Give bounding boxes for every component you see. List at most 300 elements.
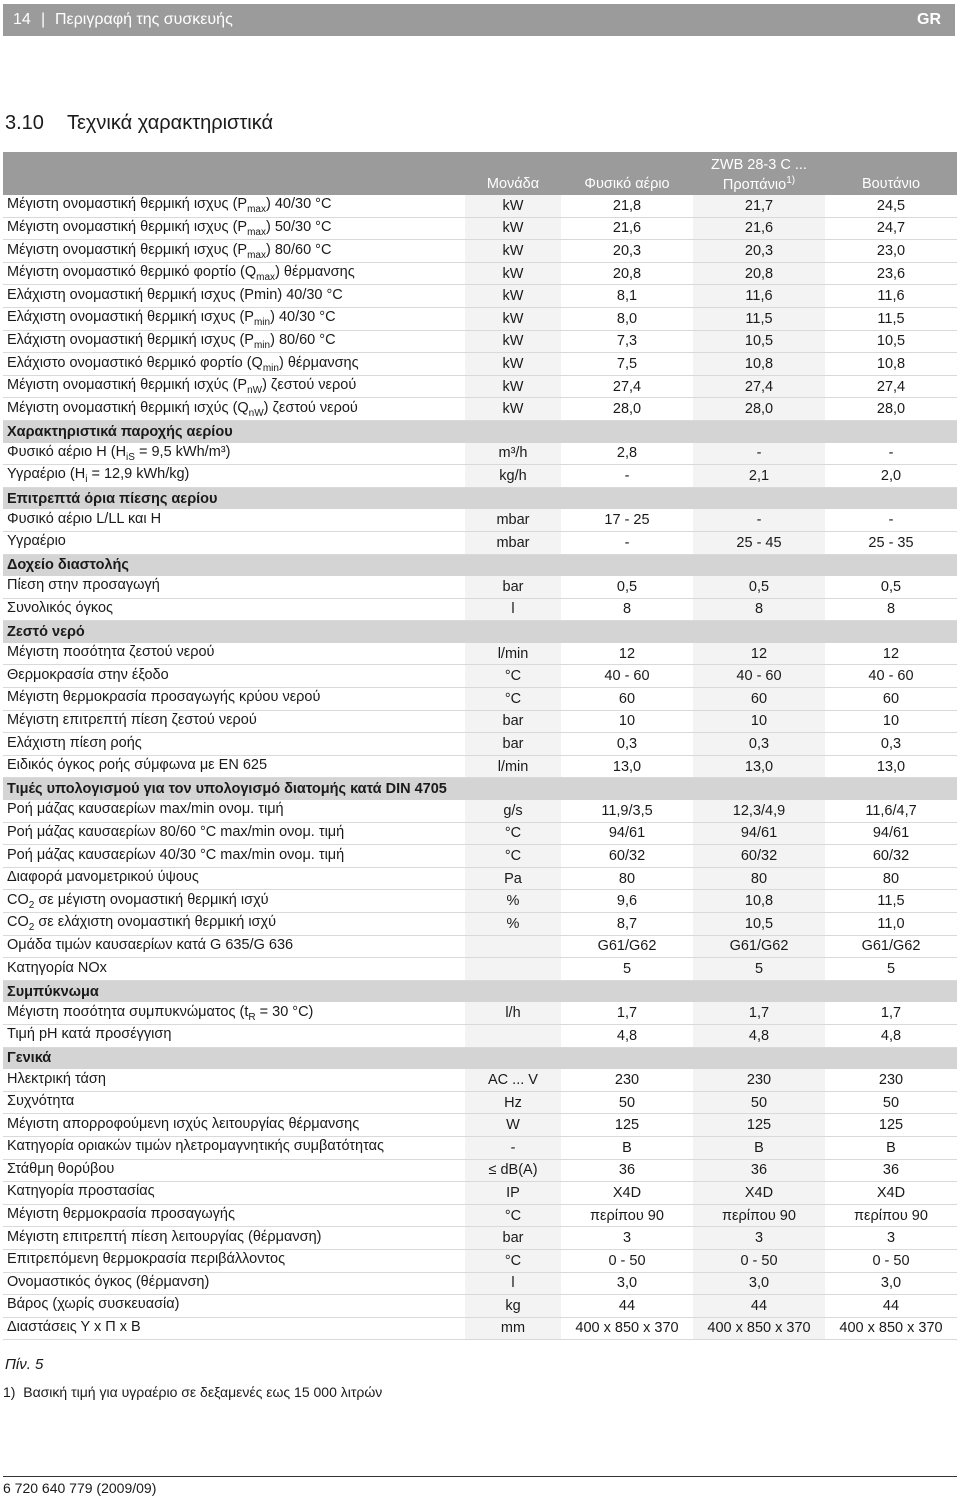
row-label: Ελάχιστη ονομαστική θερμική ισχυς $(P_{min})$ 40/30 °C: [3, 307, 465, 330]
value-propane: 20,3: [693, 240, 825, 263]
row-label: Μέγιστη επιτρεπτή πίεση ζεστού νερού: [3, 710, 465, 733]
value-butane: 3,0: [825, 1272, 957, 1295]
value-propane: 28,0: [693, 398, 825, 421]
row-unit: kW: [465, 262, 561, 285]
value-butane: B: [825, 1136, 957, 1159]
value-natural-gas: 4,8: [561, 1024, 693, 1047]
table-row: [3, 665, 957, 688]
row-unit: °C: [465, 688, 561, 711]
value-natural-gas: -: [561, 465, 693, 488]
value-natural-gas: G61/G62: [561, 935, 693, 958]
row-label: Μέγιστη ονομαστική θερμική ισχύς $(Q_{nW})$ ζεστού νερού: [3, 398, 465, 421]
table-row: [3, 465, 957, 488]
value-propane: 3: [693, 1227, 825, 1250]
value-natural-gas: 60: [561, 688, 693, 711]
section-label: Τιμές υπολογισμού για τον υπολογισμό διατομής κατά DIN 4705: [3, 778, 957, 800]
table-row: [3, 598, 957, 621]
row-unit: °C: [465, 845, 561, 868]
table-row: [3, 398, 957, 421]
table-row: [3, 913, 957, 936]
value-butane: 4,8: [825, 1024, 957, 1047]
table-row: [3, 1272, 957, 1295]
value-natural-gas: 28,0: [561, 398, 693, 421]
value-natural-gas: 7,3: [561, 330, 693, 353]
value-natural-gas: 8,0: [561, 307, 693, 330]
table-row: [3, 217, 957, 240]
value-butane: X4D: [825, 1182, 957, 1205]
value-butane: 60: [825, 688, 957, 711]
value-propane: 21,6: [693, 217, 825, 240]
footnote-marker: 1): [786, 175, 796, 187]
section-label: Χαρακτηριστικά παροχής αερίου: [3, 420, 957, 442]
value-propane: 0,5: [693, 576, 825, 598]
table-section-header: [3, 487, 957, 509]
section-number: 3.10: [5, 112, 44, 134]
table-row: [3, 958, 957, 981]
value-butane: 11,6/4,7: [825, 800, 957, 822]
section-title: Τεχνικά χαρακτηριστικά: [67, 112, 274, 134]
row-label: Μέγιστη ονομαστική θερμική ισχυς $(P_{max})$ 80/60 °C: [3, 240, 465, 263]
value-propane: 50: [693, 1091, 825, 1114]
value-propane: 230: [693, 1069, 825, 1091]
row-unit: [465, 935, 561, 958]
row-label: Ελάχιστο ονομαστικό θερμικό φορτίο $(Q_{min})$ θέρμανσης: [3, 353, 465, 376]
value-natural-gas: 0,5: [561, 576, 693, 598]
table-row: [3, 800, 957, 822]
table-row: [3, 1024, 957, 1047]
value-natural-gas: 8,1: [561, 285, 693, 308]
table-row: [3, 195, 957, 217]
value-propane: 11,6: [693, 285, 825, 308]
row-label: Πίεση στην προσαγωγή: [3, 576, 465, 598]
row-unit: l/min: [465, 643, 561, 665]
header-separator: |: [41, 11, 46, 28]
value-butane: περίπου 90: [825, 1204, 957, 1227]
language-code: GR: [917, 11, 941, 28]
value-butane: 125: [825, 1114, 957, 1137]
row-label: Ροή μάζας καυσαερίων 40/30 °C max/min ονομ. τιμή: [3, 845, 465, 868]
table-row: [3, 935, 957, 958]
row-label: Υγραέριο ($H_i = 12,9$ kWh/kg): [3, 465, 465, 488]
value-propane: 13,0: [693, 755, 825, 778]
value-natural-gas: 94/61: [561, 822, 693, 845]
row-label: Μέγιστη θερμοκρασία προσαγωγής: [3, 1204, 465, 1227]
table-row: [3, 1204, 957, 1227]
value-butane: 28,0: [825, 398, 957, 421]
row-label: Φυσικό αέριο H ($H_{iS} = 9,5$ kWh/m³): [3, 443, 465, 465]
value-butane: 36: [825, 1159, 957, 1182]
value-propane: 125: [693, 1114, 825, 1137]
section-label: Δοχείο διαστολής: [3, 554, 957, 576]
table-row: [3, 375, 957, 398]
table-section-header: [3, 1047, 957, 1069]
row-label: Κατηγορία NOx: [3, 958, 465, 981]
footnote: [3, 1384, 382, 1400]
value-natural-gas: 8,7: [561, 913, 693, 936]
row-label: Μέγιστη απορροφούμενη ισχύς λειτουργίας θέρμανσης: [3, 1114, 465, 1137]
value-natural-gas: 17 - 25: [561, 509, 693, 531]
value-butane: 40 - 60: [825, 665, 957, 688]
row-label: Στάθμη θορύβου: [3, 1159, 465, 1182]
value-natural-gas: B: [561, 1136, 693, 1159]
value-butane: 80: [825, 867, 957, 890]
value-butane: 0,3: [825, 733, 957, 756]
value-butane: 23,0: [825, 240, 957, 263]
row-unit: AC ... V: [465, 1069, 561, 1091]
row-label: Υγραέριο: [3, 531, 465, 554]
row-unit: mbar: [465, 509, 561, 531]
page-number: 14: [13, 11, 31, 28]
value-natural-gas: 21,6: [561, 217, 693, 240]
value-propane: 5: [693, 958, 825, 981]
value-natural-gas: 20,3: [561, 240, 693, 263]
value-butane: 10,8: [825, 353, 957, 376]
column-header-natural-gas: Φυσικό αέριο: [561, 173, 693, 195]
value-natural-gas: 80: [561, 867, 693, 890]
table-row: [3, 710, 957, 733]
value-natural-gas: 125: [561, 1114, 693, 1137]
row-label: Συχνότητα: [3, 1091, 465, 1114]
table-row: [3, 643, 957, 665]
value-natural-gas: 9,6: [561, 890, 693, 913]
row-unit: mbar: [465, 531, 561, 554]
table-row: [3, 1317, 957, 1340]
row-label: Ονομαστικός όγκος (θέρμανση): [3, 1272, 465, 1295]
row-unit: Pa: [465, 867, 561, 890]
row-unit: kW: [465, 240, 561, 263]
row-unit: kW: [465, 330, 561, 353]
value-propane: G61/G62: [693, 935, 825, 958]
row-label: Ηλεκτρική τάση: [3, 1069, 465, 1091]
value-butane: 230: [825, 1069, 957, 1091]
table-row: [3, 531, 957, 554]
value-propane: 2,1: [693, 465, 825, 488]
value-propane: 21,7: [693, 195, 825, 217]
row-unit: l: [465, 598, 561, 621]
row-label: Ελάχιστη ονομαστική θερμική ισχυς (Pmin) 40/30 °C: [3, 285, 465, 308]
table-row: [3, 1002, 957, 1024]
row-unit: mm: [465, 1317, 561, 1340]
value-natural-gas: περίπου 90: [561, 1204, 693, 1227]
value-butane: 24,7: [825, 217, 957, 240]
value-natural-gas: 2,8: [561, 443, 693, 465]
row-label: Κατηγορία οριακών τιμών ηλετρομαγνητικής συμβατότητας: [3, 1136, 465, 1159]
value-butane: 60/32: [825, 845, 957, 868]
row-label: Μέγιστη ονομαστική θερμική ισχύς $(P_{nW})$ ζεστού νερού: [3, 375, 465, 398]
table-row: [3, 822, 957, 845]
row-label: Μέγιστη ονομαστική θερμική ισχυς $(P_{max})$ 40/30 °C: [3, 195, 465, 217]
value-butane: 2,0: [825, 465, 957, 488]
value-propane: 400 x 850 x 370: [693, 1317, 825, 1340]
row-label: Μέγιστη ονομαστική θερμική ισχυς $(P_{max})$ 50/30 °C: [3, 217, 465, 240]
row-label: Μέγιστη ποσότητα συμπυκνώματος ($t_R = 30$ °C): [3, 1002, 465, 1024]
value-propane: 10: [693, 710, 825, 733]
row-unit: [465, 1024, 561, 1047]
value-natural-gas: 3: [561, 1227, 693, 1250]
table-row: [3, 1249, 957, 1272]
column-header-butane: Βουτάνιο: [825, 173, 957, 195]
value-butane: 400 x 850 x 370: [825, 1317, 957, 1340]
table-row: [3, 509, 957, 531]
value-butane: 27,4: [825, 375, 957, 398]
row-unit: l: [465, 1272, 561, 1295]
table-header-columns-row: [3, 173, 957, 195]
row-label: Μέγιστη ποσότητα ζεστού νερού: [3, 643, 465, 665]
value-propane: 27,4: [693, 375, 825, 398]
row-unit: bar: [465, 710, 561, 733]
value-natural-gas: 11,9/3,5: [561, 800, 693, 822]
row-unit: %: [465, 890, 561, 913]
row-label: $CO_2$ σε ελάχιστη ονομαστική θερμική ισχύ: [3, 913, 465, 936]
value-butane: 5: [825, 958, 957, 981]
row-unit: [465, 958, 561, 981]
value-natural-gas: 27,4: [561, 375, 693, 398]
table-row: [3, 576, 957, 598]
footnote-text: Βασική τιμή για υγραέριο σε δεξαμενές εως 15 000 λιτρών: [23, 1384, 383, 1400]
row-label: $CO_2$ σε μέγιστη ονομαστική θερμική ισχύ: [3, 890, 465, 913]
section-heading: [5, 112, 273, 135]
value-butane: 10: [825, 710, 957, 733]
value-butane: 23,6: [825, 262, 957, 285]
value-propane: 12,3/4,9: [693, 800, 825, 822]
page-header: [3, 4, 955, 36]
row-unit: kW: [465, 398, 561, 421]
table-section-header: [3, 778, 957, 800]
model-name: ZWB 28-3 C ...: [693, 152, 825, 173]
row-label: Ειδικός όγκος ροής σύμφωνα με EN 625: [3, 755, 465, 778]
value-natural-gas: 0 - 50: [561, 1249, 693, 1272]
table-row: [3, 755, 957, 778]
row-unit: °C: [465, 822, 561, 845]
value-propane: 12: [693, 643, 825, 665]
value-natural-gas: 36: [561, 1159, 693, 1182]
row-unit: -: [465, 1136, 561, 1159]
row-unit: kW: [465, 307, 561, 330]
value-butane: 13,0: [825, 755, 957, 778]
value-natural-gas: 50: [561, 1091, 693, 1114]
value-natural-gas: 0,3: [561, 733, 693, 756]
row-unit: m³/h: [465, 443, 561, 465]
row-unit: °C: [465, 1204, 561, 1227]
row-unit: °C: [465, 1249, 561, 1272]
value-propane: 1,7: [693, 1002, 825, 1024]
row-unit: bar: [465, 576, 561, 598]
row-label: Συνολικός όγκος: [3, 598, 465, 621]
value-propane: περίπου 90: [693, 1204, 825, 1227]
table-row: [3, 240, 957, 263]
value-propane: 44: [693, 1295, 825, 1318]
value-propane: 11,5: [693, 307, 825, 330]
value-butane: -: [825, 443, 957, 465]
table-row: [3, 1136, 957, 1159]
value-natural-gas: 3,0: [561, 1272, 693, 1295]
table-row: [3, 307, 957, 330]
value-natural-gas: -: [561, 531, 693, 554]
row-unit: IP: [465, 1182, 561, 1205]
value-propane: -: [693, 443, 825, 465]
row-unit: %: [465, 913, 561, 936]
value-natural-gas: 40 - 60: [561, 665, 693, 688]
footnote-number: 1): [3, 1384, 16, 1400]
row-unit: kg: [465, 1295, 561, 1318]
column-header-unit: Μονάδα: [465, 173, 561, 195]
value-propane: X4D: [693, 1182, 825, 1205]
row-label: Ομάδα τιμών καυσαερίων κατά G 635/G 636: [3, 935, 465, 958]
table-row: [3, 1069, 957, 1091]
row-label: Κατηγορία προστασίας: [3, 1182, 465, 1205]
value-propane: 80: [693, 867, 825, 890]
table-row: [3, 1295, 957, 1318]
table-row: [3, 1091, 957, 1114]
value-propane: 20,8: [693, 262, 825, 285]
row-unit: l/min: [465, 755, 561, 778]
table-row: [3, 688, 957, 711]
row-label: Φυσικό αέριο L/LL και H: [3, 509, 465, 531]
value-propane: 10,8: [693, 890, 825, 913]
table-row: [3, 443, 957, 465]
value-natural-gas: 60/32: [561, 845, 693, 868]
value-butane: 1,7: [825, 1002, 957, 1024]
row-label: Διαστάσεις Υ x Π x Β: [3, 1317, 465, 1340]
value-natural-gas: 1,7: [561, 1002, 693, 1024]
row-unit: kg/h: [465, 465, 561, 488]
value-butane: 12: [825, 643, 957, 665]
value-natural-gas: 230: [561, 1069, 693, 1091]
value-propane: 36: [693, 1159, 825, 1182]
table-row: [3, 285, 957, 308]
document-number: 6 720 640 779 (2009/09): [3, 1480, 157, 1496]
value-propane: 10,8: [693, 353, 825, 376]
table-row: [3, 1114, 957, 1137]
value-natural-gas: 7,5: [561, 353, 693, 376]
value-propane: B: [693, 1136, 825, 1159]
value-butane: 50: [825, 1091, 957, 1114]
value-propane: 25 - 45: [693, 531, 825, 554]
table-row: [3, 867, 957, 890]
value-butane: 3: [825, 1227, 957, 1250]
value-butane: 0 - 50: [825, 1249, 957, 1272]
value-propane: 94/61: [693, 822, 825, 845]
value-butane: 24,5: [825, 195, 957, 217]
value-butane: 0,5: [825, 576, 957, 598]
value-butane: G61/G62: [825, 935, 957, 958]
row-label: Βάρος (χωρίς συσκευασία): [3, 1295, 465, 1318]
value-natural-gas: X4D: [561, 1182, 693, 1205]
value-butane: -: [825, 509, 957, 531]
row-unit: °C: [465, 665, 561, 688]
row-unit: kW: [465, 195, 561, 217]
row-label: Επιτρεπόμενη θερμοκρασία περιβάλλοντος: [3, 1249, 465, 1272]
row-unit: l/h: [465, 1002, 561, 1024]
row-label: Τιμή pH κατά προσέγγιση: [3, 1024, 465, 1047]
value-butane: 11,5: [825, 890, 957, 913]
value-butane: 11,6: [825, 285, 957, 308]
value-propane: 60: [693, 688, 825, 711]
value-natural-gas: 12: [561, 643, 693, 665]
row-unit: g/s: [465, 800, 561, 822]
row-unit: kW: [465, 375, 561, 398]
value-natural-gas: 5: [561, 958, 693, 981]
table-row: [3, 1159, 957, 1182]
value-natural-gas: 400 x 850 x 370: [561, 1317, 693, 1340]
row-unit: bar: [465, 1227, 561, 1250]
section-label: Ζεστό νερό: [3, 621, 957, 643]
row-unit: kW: [465, 285, 561, 308]
value-butane: 11,5: [825, 307, 957, 330]
value-propane: 40 - 60: [693, 665, 825, 688]
section-label: Επιτρεπτά όρια πίεσης αερίου: [3, 487, 957, 509]
value-propane: 8: [693, 598, 825, 621]
row-label: Ελάχιστη πίεση ροής: [3, 733, 465, 756]
row-label: Ελάχιστη ονομαστική θερμική ισχυς $(P_{min})$ 80/60 °C: [3, 330, 465, 353]
row-label: Μέγιστη θερμοκρασία προσαγωγής κρύου νερού: [3, 688, 465, 711]
table-section-header: [3, 420, 957, 442]
value-propane: 3,0: [693, 1272, 825, 1295]
table-header-model-row: [3, 152, 957, 173]
table-section-header: [3, 980, 957, 1002]
value-natural-gas: 10: [561, 710, 693, 733]
section-label: Γενικά: [3, 1047, 957, 1069]
column-header-propane: Προπάνιο$^{1)}$: [693, 173, 825, 195]
table-row: [3, 845, 957, 868]
row-unit: kW: [465, 353, 561, 376]
value-natural-gas: 44: [561, 1295, 693, 1318]
value-butane: 8: [825, 598, 957, 621]
footer-divider: [3, 1476, 957, 1477]
row-label: Ροή μάζας καυσαερίων max/min ονομ. τιμή: [3, 800, 465, 822]
table-row: [3, 890, 957, 913]
row-unit: ≤ dB(A): [465, 1159, 561, 1182]
table-row: [3, 1227, 957, 1250]
value-natural-gas: 21,8: [561, 195, 693, 217]
value-propane: 0,3: [693, 733, 825, 756]
table-row: [3, 262, 957, 285]
value-butane: 44: [825, 1295, 957, 1318]
value-propane: 60/32: [693, 845, 825, 868]
value-propane: -: [693, 509, 825, 531]
value-butane: 11,0: [825, 913, 957, 936]
value-natural-gas: 13,0: [561, 755, 693, 778]
row-label: Μέγιστη ονομαστικό θερμικό φορτίο $(Q_{max})$ θέρμανσης: [3, 262, 465, 285]
value-butane: 10,5: [825, 330, 957, 353]
table-row: [3, 733, 957, 756]
row-unit: bar: [465, 733, 561, 756]
value-propane: 10,5: [693, 913, 825, 936]
value-propane: 10,5: [693, 330, 825, 353]
row-label: Θερμοκρασία στην έξοδο: [3, 665, 465, 688]
table-row: [3, 353, 957, 376]
row-unit: Hz: [465, 1091, 561, 1114]
value-butane: 25 - 35: [825, 531, 957, 554]
figure-caption: Πίν. 5: [5, 1356, 44, 1373]
row-label: Ροή μάζας καυσαερίων 80/60 °C max/min ονομ. τιμή: [3, 822, 465, 845]
value-butane: 94/61: [825, 822, 957, 845]
row-unit: W: [465, 1114, 561, 1137]
technical-data-table: [3, 152, 957, 1340]
table-row: [3, 330, 957, 353]
table-row: [3, 1182, 957, 1205]
value-natural-gas: 20,8: [561, 262, 693, 285]
row-unit: kW: [465, 217, 561, 240]
value-natural-gas: 8: [561, 598, 693, 621]
value-propane: 4,8: [693, 1024, 825, 1047]
table-section-header: [3, 554, 957, 576]
table-section-header: [3, 621, 957, 643]
header-title: Περιγραφή της συσκευής: [55, 11, 233, 28]
value-propane: 0 - 50: [693, 1249, 825, 1272]
section-label: Συμπύκνωμα: [3, 980, 957, 1002]
row-label: Διαφορά μανομετρικού ύψους: [3, 867, 465, 890]
